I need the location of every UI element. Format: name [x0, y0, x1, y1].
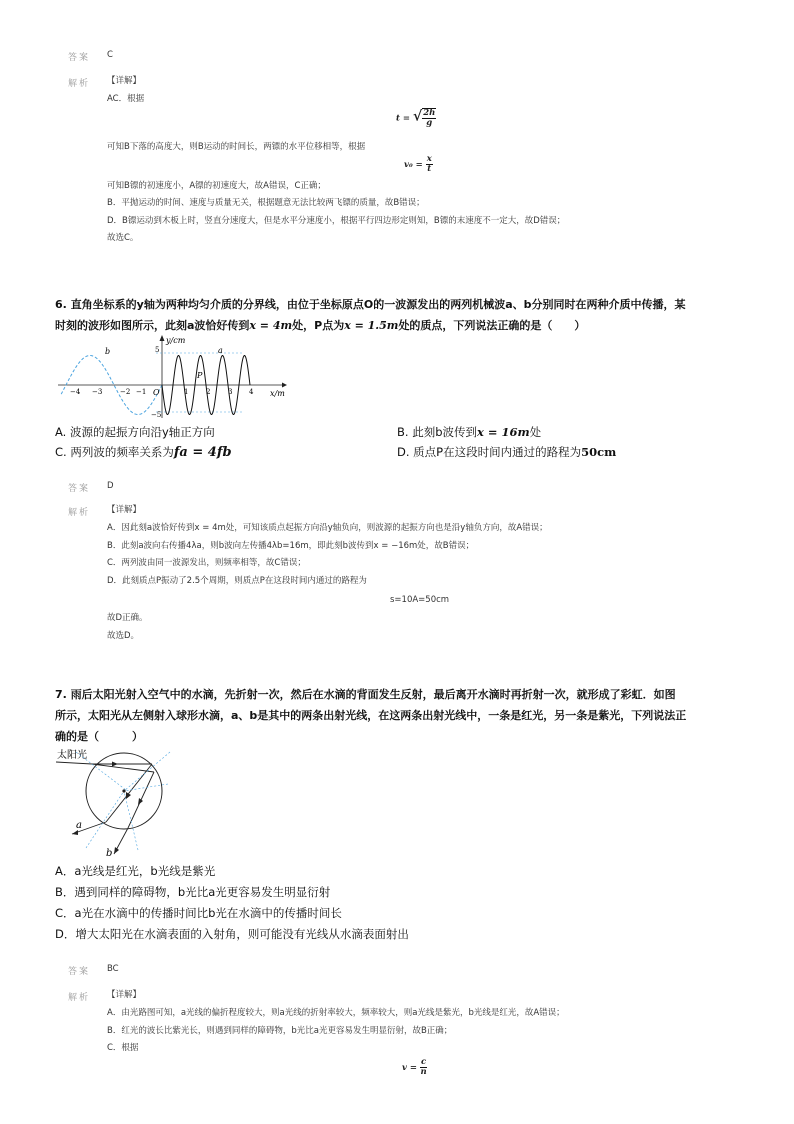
- x-tick-label: 2: [206, 388, 211, 396]
- ray-a-label: a: [76, 820, 82, 831]
- option-7d[interactable]: D．增大太阳光在水滴表面的入射角，则可能没有光线从水滴表面射出: [55, 927, 409, 941]
- option-6c[interactable]: C. 两列波的频率关系为fa = 4fb: [55, 445, 232, 460]
- analysis-label: 解析: [68, 508, 91, 518]
- detail-header: 【详解】: [107, 505, 142, 515]
- x-tick-label: 3: [228, 388, 233, 396]
- ray-b-label: b: [106, 848, 113, 858]
- formula-v: v = $\frac{c}{n}$: [402, 1057, 427, 1077]
- x-tick-label: 4: [249, 388, 254, 396]
- y-axis-arrow: [160, 335, 165, 341]
- answer-label: 答案: [68, 53, 91, 63]
- x-tick-label: 1: [184, 388, 189, 396]
- x-axis-arrow: [282, 383, 287, 388]
- answer-value: BC: [107, 964, 119, 974]
- analysis-line: C．根据: [107, 1043, 139, 1053]
- x-tick-label: −4: [70, 388, 81, 396]
- ray-arrow: [138, 798, 143, 805]
- option-7a[interactable]: A．a光线是红光，b光线是紫光: [55, 864, 216, 878]
- analysis-line: 可知B下落的高度大，则B运动的时间长，两镖的水平位移相等，根据: [107, 142, 366, 152]
- answer-label: 答案: [68, 967, 91, 977]
- incident-ray: [56, 762, 92, 764]
- answer-value: C: [107, 50, 113, 60]
- analysis-label: 解析: [68, 993, 91, 1003]
- option-6a[interactable]: A. 波源的起振方向沿y轴正方向: [55, 425, 215, 439]
- x-tick-label: −2: [120, 388, 131, 396]
- ray-arrow: [112, 762, 118, 767]
- analysis-line: A．因此刻a波恰好传到x = 4m处，可知该质点起振方向沿y轴负向，则波源的起振方向也是沿y轴负方向，故A错误；: [107, 523, 548, 533]
- origin-label: O: [153, 388, 160, 397]
- wave-figure: [56, 332, 292, 422]
- option-6b[interactable]: B. 此刻b波传到x = 16m处: [397, 425, 542, 439]
- question-7-stem-line3: 确的是（ ）: [55, 730, 143, 743]
- detail-header: 【详解】: [107, 76, 142, 86]
- analysis-label: 解析: [68, 79, 91, 89]
- question-7-stem-line2: 所示，太阳光从左侧射入球形水滴，a、b是其中的两条出射光线，在这两条出射光线中，一条是红光，另一条是紫光，下列说法正: [55, 709, 687, 722]
- question-6-stem-line2: 时刻的波形如图所示，此刻a波恰好传到x = 4m处，P点为x = 1.5m处的质点，下列说法正确的是（ ）: [55, 319, 586, 332]
- option-7b[interactable]: B．遇到同样的障碍物，b光比a光更容易发生明显衍射: [55, 885, 331, 899]
- y-axis-label: y/cm: [166, 336, 186, 345]
- wave-b-label: b: [105, 347, 111, 356]
- analysis-line: B．此刻a波向右传播4λa，则b波向左传播4λb=16m，即此刻b波传到x = −16m处，故B错误；: [107, 541, 475, 551]
- x-axis-label: x/m: [270, 389, 285, 398]
- detail-header: 【详解】: [107, 990, 142, 1000]
- answer-value: D: [107, 481, 114, 491]
- formula-t: t = √ $\frac{2h}{g}$: [396, 108, 436, 128]
- wave-a-label: a: [218, 346, 223, 355]
- question-6-stem: 6. 直角坐标系的y轴为两种均匀介质的分界线，由位于坐标原点O的一波源发出的两列机械波a、b分别同时在两种介质中传播，某: [55, 298, 686, 311]
- analysis-line: D．B镖运动到木板上时，竖直分速度大，但是水平分速度小，根据平行四边形定则知，B镖的末速度不一定大，故D错误；: [107, 216, 566, 226]
- x-tick-label: −1: [136, 388, 147, 396]
- analysis-line: B．平抛运动的时间、速度与质量无关，根据题意无法比较两飞镖的质量，故B错误；: [107, 198, 425, 208]
- option-7c[interactable]: C．a光在水滴中的传播时间比b光在水滴中的传播时间长: [55, 906, 342, 920]
- analysis-line: A．由光路图可知，a光线的偏折程度较大，则a光线的折射率较大，频率较大，则a光线是紫光，b光线是红光，故A错误；: [107, 1008, 565, 1018]
- answer-label: 答案: [68, 484, 91, 494]
- analysis-line: B．红光的波长比紫光长，则遇到同样的障碍物，b光比a光更容易发生明显衍射，故B正确；: [107, 1026, 453, 1036]
- analysis-line: D．此刻质点P振动了2.5个周期，则质点P在这段时间内通过的路程为: [107, 576, 367, 586]
- analysis-line: 故选D。: [107, 631, 140, 641]
- analysis-line: 故选C。: [107, 233, 139, 243]
- y-tick-label: −5: [151, 411, 162, 419]
- y-tick-label: 5: [155, 346, 160, 354]
- sun-light-label: 太阳光: [57, 750, 87, 761]
- analysis-line: 故D正确。: [107, 613, 148, 623]
- drop-center: [122, 789, 125, 792]
- normal-line: [86, 791, 124, 848]
- ray-arrow: [114, 847, 119, 854]
- point-p-label: P: [197, 371, 203, 380]
- analysis-line: 可知B镖的初速度小，A镖的初速度大，故A错误，C正确；: [107, 181, 326, 191]
- internal-ray: [92, 764, 154, 772]
- x-tick-label: −3: [92, 388, 103, 396]
- option-6d[interactable]: D. 质点P在这段时间内通过的路程为50cm: [397, 445, 617, 459]
- water-drop-figure: [56, 742, 171, 858]
- formula-v0: v₀ = $\frac{x}{t}$: [404, 154, 432, 174]
- analysis-line: AC．根据: [107, 94, 145, 104]
- question-7-stem: 7. 雨后太阳光射入空气中的水滴，先折射一次，然后在水滴的背面发生反射，最后离开水滴时再折射一次，就形成了彩虹．如图: [55, 688, 676, 701]
- normal-line: [76, 752, 126, 790]
- analysis-formula: s=10A=50cm: [390, 595, 450, 605]
- analysis-line: C．两列波由同一波源发出，则频率相等，故C错误；: [107, 558, 306, 568]
